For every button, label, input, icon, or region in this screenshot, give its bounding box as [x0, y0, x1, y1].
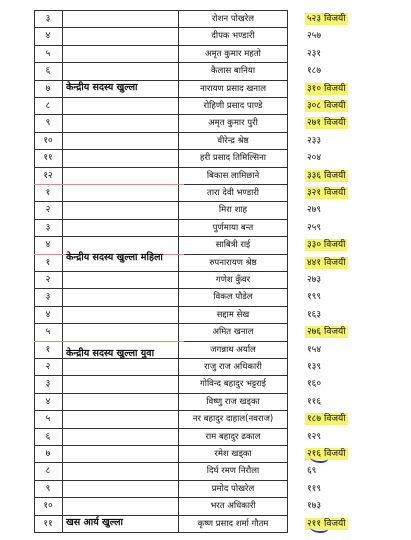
vote-count	[305, 30, 399, 42]
row-number: ६	[45, 66, 51, 77]
vote-count	[305, 204, 399, 216]
candidate-name: भरत अधिकारी	[210, 501, 256, 512]
row-divider	[34, 114, 288, 115]
row-number: ४	[45, 240, 51, 251]
winner-label: विजयी	[324, 257, 346, 268]
row-number: ३	[45, 379, 51, 390]
candidate-name: बिकास लामिछाने	[206, 170, 260, 181]
row-divider	[34, 445, 288, 446]
row-divider	[34, 462, 288, 463]
vote-number: २५७	[307, 31, 322, 42]
check-mark	[310, 523, 328, 533]
category-label: केन्द्रीय सदस्य खुल्ला महिला	[66, 252, 163, 264]
candidate-name: दिर्घ रमण निरौला	[206, 466, 260, 477]
vote-number: २१६	[307, 449, 322, 459]
candidate-name: कैलास बानिया	[210, 66, 256, 77]
row-divider	[34, 288, 288, 289]
vote-number: २०४	[307, 153, 322, 164]
vote-number: ११९	[307, 483, 322, 494]
vote-count-winner	[305, 239, 347, 251]
vote-count	[305, 431, 399, 443]
vote-count	[305, 500, 399, 512]
row-divider	[34, 375, 288, 376]
winner-label: विजयी	[324, 327, 346, 338]
row-divider	[34, 306, 288, 307]
row-divider	[34, 201, 288, 202]
row-number: ५	[45, 414, 51, 425]
row-divider	[34, 497, 288, 498]
vote-count-winner	[305, 13, 348, 25]
winner-label: विजयी	[324, 414, 346, 425]
vote-count-winner	[305, 413, 348, 425]
candidate-name: विष्णु राज खड्का	[206, 396, 260, 407]
row-number: ३	[45, 292, 51, 303]
vote-number: २११	[307, 518, 322, 529]
row-number: ५	[45, 327, 51, 338]
row-number: १०	[43, 501, 53, 512]
vote-count	[305, 361, 399, 373]
vote-number: १७३	[307, 501, 322, 512]
vote-number: ३०८	[307, 101, 322, 111]
row-number: २	[45, 362, 51, 372]
vote-count	[305, 152, 399, 164]
vote-number: ३३० विजयी	[307, 240, 346, 251]
row-number: ९	[45, 118, 51, 129]
row-number: ८	[45, 466, 51, 477]
row-number: ३	[45, 222, 51, 233]
winner-label: विजयी	[324, 101, 346, 111]
candidate-name: हरी प्रसाद तिमिल्सिना	[199, 153, 267, 164]
candidate-name: तारा देवी भण्डारी	[206, 188, 259, 198]
vote-number: २५९	[307, 222, 322, 233]
vote-count	[305, 48, 399, 60]
vote-count	[305, 222, 399, 234]
winner-label: विजयी	[324, 449, 346, 459]
vote-number: १२९	[307, 431, 322, 442]
row-number: ११	[43, 153, 53, 164]
vote-number: २७९	[307, 205, 322, 216]
vote-number: ६९	[307, 466, 317, 477]
candidate-name: जगन्नाथ अर्याल	[210, 344, 256, 355]
category-separator	[34, 184, 184, 185]
vote-count	[305, 291, 399, 303]
row-number: ७	[45, 449, 51, 459]
row-number: ८	[45, 101, 51, 111]
candidate-name: विकल पौडेल	[213, 292, 253, 303]
candidate-name: सद्दाम सेख	[216, 309, 250, 320]
vote-count-winner	[305, 257, 348, 269]
row-divider	[34, 393, 288, 394]
category-separator	[34, 341, 184, 342]
row-number: ९	[45, 483, 51, 494]
row-number: २	[45, 205, 51, 216]
vote-number: ३३६	[307, 170, 322, 181]
vote-number: २३१	[307, 48, 322, 59]
vote-number: १८७	[307, 66, 322, 77]
row-divider	[34, 532, 288, 533]
candidate-name: रमेश खड्का	[214, 449, 252, 459]
vote-count-winner	[305, 100, 348, 112]
candidate-name: राजु राज अधिकारी	[204, 362, 262, 372]
vote-number: १३९	[307, 362, 322, 372]
vote-count	[305, 65, 399, 77]
row-number: ५	[45, 48, 51, 59]
row-number: ७	[45, 83, 51, 94]
vote-number: २७६	[307, 327, 322, 338]
candidate-name: अमृत कुमार महतो	[205, 48, 261, 59]
row-number: १२	[43, 170, 53, 181]
row-divider	[34, 45, 288, 46]
vote-count	[305, 135, 399, 147]
vote-number: ४४१	[307, 257, 322, 268]
candidate-name: प्रमोद पोखरेल	[211, 483, 255, 494]
vote-number: १९९	[307, 292, 322, 303]
candidate-name: गोविन्द बहादुर भट्टराई	[199, 379, 266, 390]
candidate-name: साबित्री राई	[215, 240, 251, 251]
candidate-name: गणेश कुँवर	[215, 275, 251, 285]
vote-count-winner	[305, 83, 348, 95]
vote-count	[305, 378, 399, 390]
row-divider	[34, 428, 288, 429]
row-divider	[34, 149, 288, 150]
candidate-name: मिरा शाह	[218, 205, 248, 216]
row-number: ४	[45, 396, 51, 407]
category-label: केन्द्रीय सदस्य खुल्ला युवा	[66, 347, 155, 359]
candidate-name: राम बहादुर ढकाल	[205, 431, 261, 442]
row-number: १०	[43, 135, 53, 146]
vote-count-winner	[305, 117, 348, 129]
candidate-name: कृष्ण प्रसाद शर्मा गौतम	[197, 518, 269, 529]
vote-count	[305, 274, 399, 286]
vote-number: ३१०	[307, 83, 322, 94]
row-divider	[34, 236, 288, 237]
candidate-name: दीपक भण्डारी	[211, 31, 255, 42]
winner-label: विजयी	[324, 170, 346, 181]
vote-number: २३३	[307, 135, 322, 146]
vote-count	[305, 396, 399, 408]
candidate-name: अमित खनाल	[212, 327, 254, 338]
candidate-name: अमृत कुमार पुरी	[208, 118, 258, 129]
vote-count-winner	[305, 170, 348, 182]
vote-count	[305, 309, 399, 321]
vote-number: ३२१	[307, 188, 322, 198]
row-divider	[34, 10, 288, 11]
row-number: १	[45, 188, 51, 198]
row-divider	[34, 62, 288, 63]
vote-count	[305, 483, 399, 495]
vote-number: १६०	[307, 379, 322, 390]
vote-number: २७३	[307, 275, 322, 285]
candidate-name: रुपनारायण श्रेष्ठ	[209, 257, 257, 268]
vote-count	[305, 465, 399, 477]
row-divider	[34, 323, 288, 324]
row-number: १	[45, 344, 51, 355]
row-number: २	[45, 275, 51, 285]
candidate-name: रोशन पोखरेल	[211, 14, 255, 24]
vote-number: १५४	[307, 344, 322, 355]
candidate-name: नर बहादुर दाहाल(नवराज)	[192, 414, 274, 425]
winner-label: विजयी	[324, 188, 346, 198]
vote-number: २७१	[307, 118, 322, 129]
winner-label: विजयी	[324, 83, 346, 94]
row-number: ६	[45, 431, 51, 442]
row-number: ३	[45, 14, 51, 24]
winner-label: विजयी	[324, 118, 346, 129]
candidate-name: रोहिणी प्रसाद पाण्डे	[203, 101, 263, 111]
row-divider	[34, 132, 288, 133]
vote-number: १८७	[307, 414, 322, 425]
check-mark	[310, 453, 328, 463]
row-number: ११	[43, 518, 53, 529]
row-number: १	[45, 257, 51, 268]
row-divider	[34, 167, 288, 168]
vote-number: १६३	[307, 309, 322, 320]
candidate-name: वीरेन्द्र श्रेष्ठ	[217, 135, 249, 146]
category-label: खस आर्य खुल्ला	[66, 516, 123, 528]
row-divider	[34, 219, 288, 220]
candidate-name: नारायण प्रसाद खनाल	[199, 83, 266, 94]
vote-number: ११६	[307, 396, 322, 407]
row-divider	[34, 271, 288, 272]
row-number: ४	[45, 31, 51, 42]
row-divider	[34, 480, 288, 481]
vote-count-winner	[305, 187, 348, 199]
category-label: केन्द्रीय सदस्य खुल्ला	[66, 81, 138, 93]
vote-count-winner	[305, 326, 348, 338]
row-divider	[34, 27, 288, 28]
row-divider	[34, 410, 288, 411]
row-number: ४	[45, 309, 51, 320]
vote-count	[305, 344, 399, 356]
row-divider	[34, 97, 288, 98]
vote-number: ५२३	[307, 14, 322, 24]
winner-label: विजयी	[324, 14, 346, 24]
candidate-name: पुर्णमाया बन्त	[212, 222, 254, 233]
winner-label: विजयी	[324, 518, 346, 529]
